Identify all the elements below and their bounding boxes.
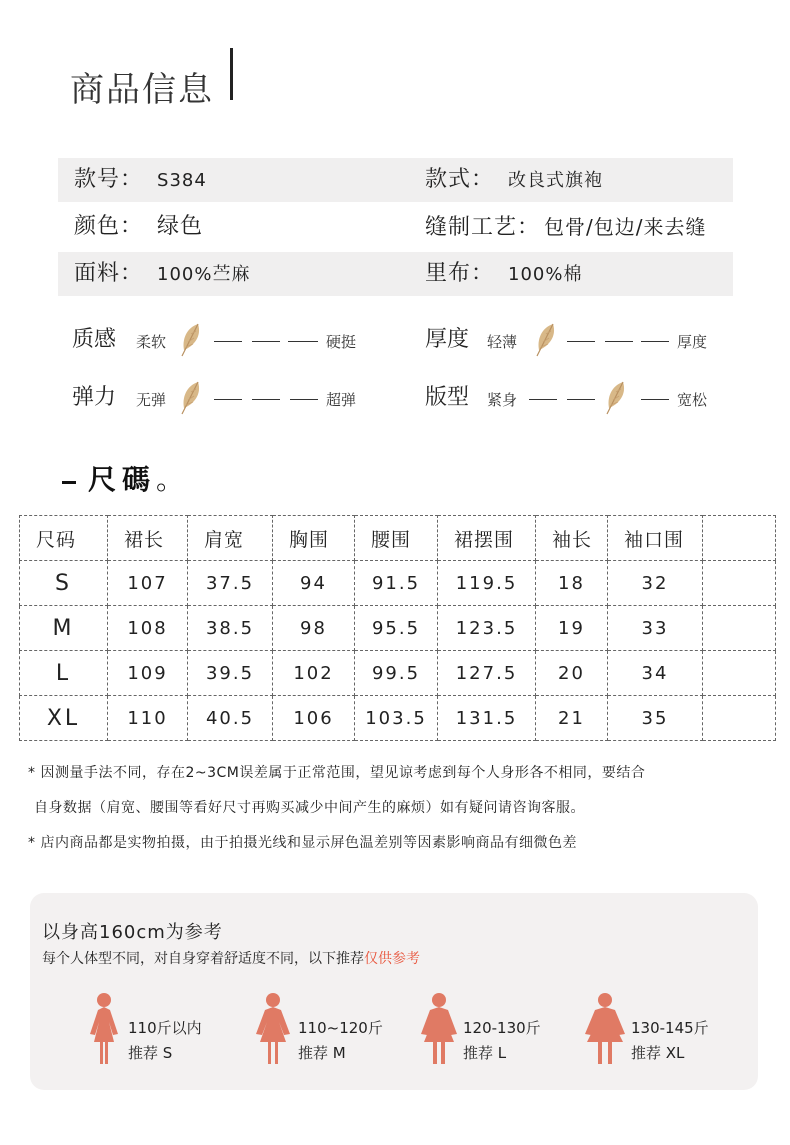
table-cell: 20 [536,651,608,696]
weight-label: 130-145斤 推荐 XL [631,1019,709,1062]
size-section-title [88,458,190,498]
table-header: 尺码 [20,516,108,561]
scale-low-label: 无弹 [136,391,167,409]
info-label: 缝制工艺： [425,215,541,240]
table-cell: 123.5 [438,606,536,651]
scale-high-label: 厚度 [677,333,708,351]
scale-high-label: 硬挺 [326,333,357,351]
table-cell: 35 [608,696,703,741]
table-header: 裙长 [108,516,188,561]
scale-low-label: 紧身 [487,391,518,409]
note-color-difference: * 店内商品都是实物拍摄，由于拍摄光线和显示屏色温差别等因素影响商品有细微色差 [28,835,577,851]
table-row [20,651,776,696]
weight-label: 110~120斤 推荐 M [298,1019,383,1062]
info-value: S384 [157,170,207,191]
table-cell: 37.5 [188,561,273,606]
scale-low-label: 柔软 [136,333,167,351]
table-cell: 131.5 [438,696,536,741]
table-row [20,696,776,741]
info-label: 面料： [74,261,144,286]
info-value: 100%棉 [508,264,583,285]
note-measurement: * 因测量手法不同，存在2~3CM误差属于正常范围，望见谅考虑到每个人身形各不相同，要结合 [28,765,646,781]
info-label: 颜色： [74,214,144,239]
scale-texture [72,320,372,360]
table-cell: 40.5 [188,696,273,741]
reference-highlight: 仅供参考 [364,951,420,967]
figure-xlarge-icon [583,992,627,1064]
table-cell [703,606,776,651]
table-row [20,561,776,606]
info-value: 改良式旗袍 [508,170,604,191]
table-header: 腰围 [355,516,438,561]
page-title: 商品信息 [70,70,214,110]
reference-title: 以身高160cm为参考 [42,922,223,943]
info-row [58,252,733,296]
table-cell: M [20,606,108,651]
info-label: 里布： [425,261,495,286]
table-cell: 34 [608,651,703,696]
leaf-marker-icon [176,380,206,416]
weight-label: 120-130斤 推荐 L [463,1019,541,1062]
scale-high-label: 超弹 [326,391,357,409]
table-cell: 39.5 [188,651,273,696]
figure-medium-icon [253,992,293,1064]
info-label: 款式： [425,167,495,192]
table-cell: 107 [108,561,188,606]
table-cell: 109 [108,651,188,696]
title-divider [230,48,233,100]
table-cell: 99.5 [355,651,438,696]
table-cell: 119.5 [438,561,536,606]
reference-subtitle [42,948,420,968]
scale-stretch [72,378,372,418]
table-row [20,606,776,651]
info-value: 100%苎麻 [157,264,251,285]
scale-name: 厚度 [425,327,470,352]
scale-fit [425,378,725,418]
table-header: 袖口围 [608,516,703,561]
table-cell: 127.5 [438,651,536,696]
table-cell: XL [20,696,108,741]
table-cell: L [20,651,108,696]
note-measurement-cont: 自身数据（肩宽、腰围等看好尺寸再购买减少中间产生的麻烦）如有疑问请咨询客服。 [34,800,585,816]
scale-high-label: 宽松 [677,391,708,409]
figure-large-icon [419,992,459,1064]
info-label: 款号： [74,167,144,192]
scale-name: 弹力 [72,385,117,410]
table-cell [703,651,776,696]
info-value: 包骨/包边/来去缝 [544,215,707,239]
table-cell: 108 [108,606,188,651]
table-header [703,516,776,561]
figure-slim-icon [84,992,124,1064]
table-cell: S [20,561,108,606]
table-cell: 21 [536,696,608,741]
table-cell: 110 [108,696,188,741]
leaf-marker-icon [531,322,561,358]
table-cell: 32 [608,561,703,606]
info-value: 绿色 [157,214,204,239]
table-cell: 18 [536,561,608,606]
scale-low-label: 轻薄 [487,333,518,351]
size-table [19,515,776,741]
table-cell: 98 [273,606,355,651]
size-title-text: 尺碼 [88,463,157,496]
section-dash [62,481,76,484]
table-header: 裙摆围 [438,516,536,561]
info-row [58,158,733,202]
table-cell: 103.5 [355,696,438,741]
table-header-row [20,516,776,561]
scale-thickness [425,320,725,360]
leaf-marker-icon [601,380,631,416]
table-cell: 91.5 [355,561,438,606]
leaf-marker-icon [176,322,206,358]
info-row [58,205,733,249]
table-cell: 94 [273,561,355,606]
table-header: 袖长 [536,516,608,561]
table-header: 胸围 [273,516,355,561]
reference-subtitle-text: 每个人体型不同，对自身穿着舒适度不同，以下推荐 [42,951,364,967]
table-cell [703,696,776,741]
size-title-suffix: 。 [156,463,191,496]
table-cell [703,561,776,606]
table-cell: 38.5 [188,606,273,651]
scale-name: 质感 [72,327,117,352]
table-cell: 95.5 [355,606,438,651]
table-cell: 106 [273,696,355,741]
table-cell: 102 [273,651,355,696]
scale-name: 版型 [425,385,470,410]
table-header: 肩宽 [188,516,273,561]
table-cell: 33 [608,606,703,651]
weight-label: 110斤以内 推荐 S [128,1019,202,1062]
table-cell: 19 [536,606,608,651]
